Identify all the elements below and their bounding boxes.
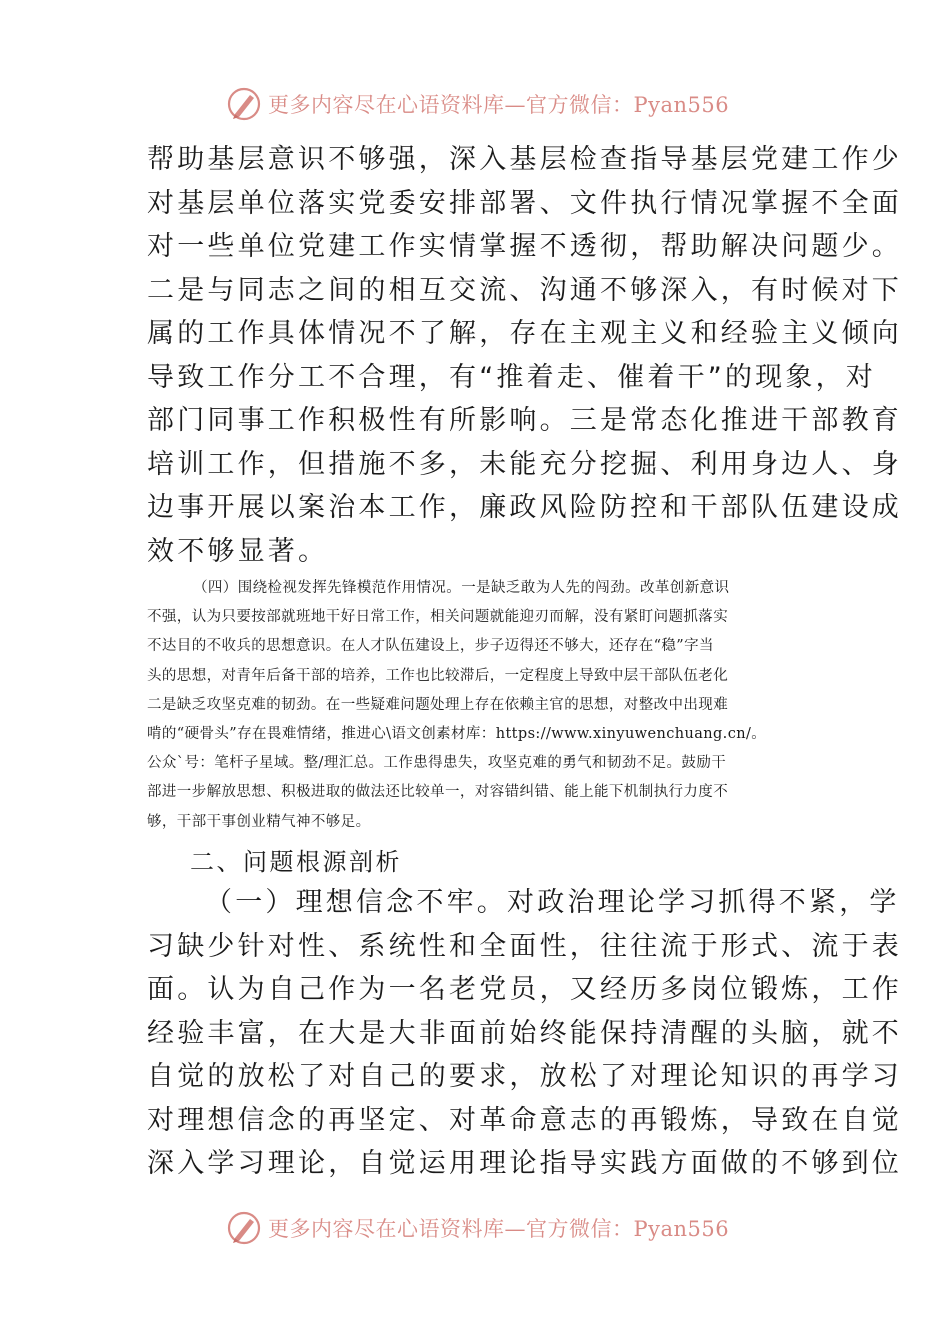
text-line: 啃的“硬骨头”存在畏难情绪，推进心\语文创素材库：https://www.xinyuwenchuang.cn/。 xyxy=(147,725,767,742)
text-line: 二是与同志之间的相互交流、沟通不够深入，有时候对下 xyxy=(147,274,902,306)
text-line: 不达目的不收兵的思想意识。在人才队伍建设上，步子迈得还不够大，还存在“稳”字当 xyxy=(147,638,714,655)
paragraph-block-2 xyxy=(147,574,809,837)
text-line: 经验丰富，在大是大非面前始终能保持清醒的头脑，就不 xyxy=(147,1017,902,1049)
footer-banner xyxy=(226,1208,729,1248)
text-line: 导致工作分工不合理，有“推着走、催着干”的现象，对 xyxy=(147,361,876,393)
text-line: 头的思想，对青年后备干部的培养，工作也比较滞后，一定程度上导致中层干部队伍老化 xyxy=(147,667,729,684)
header-banner-text: 更多内容尽在心语资料库—官方微信：Pyan556 xyxy=(268,93,730,117)
footer-banner-text: 更多内容尽在心语资料库—官方微信：Pyan556 xyxy=(268,1217,730,1241)
text-line: 对一些单位党建工作实情掌握不透彻，帮助解决问题少。 xyxy=(147,231,902,262)
paragraph-block-3 xyxy=(147,881,902,1186)
text-line: 部门同事工作积极性有所影响。三是常态化推进干部教育 xyxy=(147,405,902,436)
text-line: 效不够显著。 xyxy=(147,535,329,567)
text-line: 二是缺乏攻坚克难的韧劲。在一些疑难问题处理上存在依赖主官的思想，对整改中出现难 xyxy=(147,696,729,713)
text-line: （一）理想信念不牢。对政治理论学习抓得不紧，学 xyxy=(205,887,900,918)
header-banner xyxy=(226,84,729,124)
text-line: 对基层单位落实党委安排部署、文件执行情况掌握不全面 xyxy=(147,187,902,219)
pen-logo-icon xyxy=(226,86,262,122)
pen-logo-icon xyxy=(226,1210,262,1246)
text-line: 面。认为自己作为一名老党员，又经历多岗位锻炼，工作 xyxy=(147,974,902,1005)
text-line: 自觉的放松了对自己的要求，放松了对理论知识的再学习 xyxy=(147,1061,902,1092)
text-line: 公众`号：笔杆子星域。整/理汇总。工作患得患失，攻坚克难的勇气和韧劲不足。鼓励干 xyxy=(147,755,727,772)
text-line: 习缺少针对性、系统性和全面性，往往流于形式、流于表 xyxy=(147,930,902,962)
text-line: 不强，认为只要按部就班地干好日常工作，相关问题就能迎刃而解，没有紧盯问题抓落实 xyxy=(147,609,729,626)
text-line: 够，干部干事创业精气神不够足。 xyxy=(147,813,371,830)
text-line: （四）围绕检视发挥先锋模范作用情况。一是缺乏敢为人先的闯劲。改革创新意识 xyxy=(193,580,730,596)
text-line: 对理想信念的再坚定、对革命意志的再锻炼，导致在自觉 xyxy=(147,1104,902,1136)
section-heading: 二、问题根源剖析 xyxy=(190,848,402,876)
text-line: 培训工作，但措施不多，未能充分挖掘、利用身边人、身 xyxy=(147,448,902,480)
text-line: 属的工作具体情况不了解，存在主观主义和经验主义倾向 xyxy=(147,318,902,349)
text-line: 边事开展以案治本工作，廉政风险防控和干部队伍建设成 xyxy=(147,492,902,523)
text-line: 帮助基层意识不够强，深入基层检查指导基层党建工作少 xyxy=(147,144,902,175)
paragraph-block-1 xyxy=(147,138,902,573)
text-line: 深入学习理论，自觉运用理论指导实践方面做的不够到位 xyxy=(147,1148,902,1179)
text-line: 部进一步解放思想、积极进取的做法还比较单一，对容错纠错、能上能下机制执行力度不 xyxy=(147,784,729,801)
